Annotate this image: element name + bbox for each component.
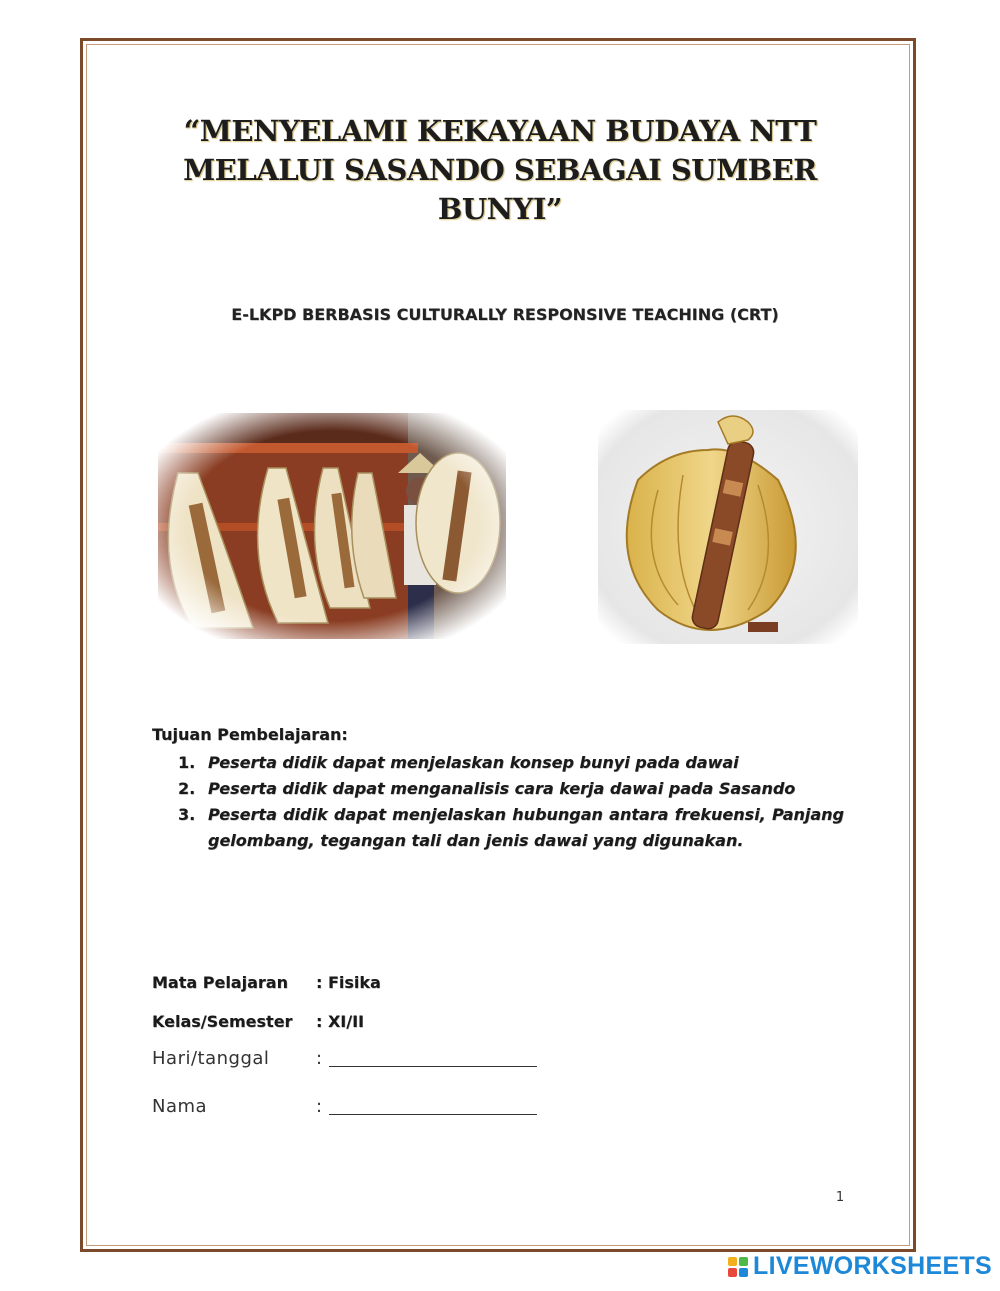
objective-text: Peserta didik dapat menjelaskan hubungan antara frekuensi, Panjang gelombang, tegangan tali dan jenis dawai yang digunakan. bbox=[208, 805, 844, 850]
class-label: Kelas/Semester bbox=[152, 1012, 293, 1031]
document-subtitle: E-LKPD BERBASIS CULTURALLY RESPONSIVE TEACHING (CRT) bbox=[231, 305, 779, 324]
class-value: : XI/II bbox=[316, 1012, 365, 1031]
objective-number: 2. bbox=[178, 779, 196, 798]
objectives-list bbox=[178, 750, 844, 854]
liveworksheets-logo-icon bbox=[728, 1257, 748, 1277]
liveworksheets-brand[interactable] bbox=[728, 1252, 992, 1281]
name-colon: : bbox=[316, 1096, 323, 1117]
page-number: 1 bbox=[835, 1190, 845, 1205]
objective-item-3 bbox=[178, 802, 844, 854]
name-label: Nama bbox=[152, 1096, 208, 1117]
objective-number: 1. bbox=[178, 753, 196, 772]
subject-label: Mata Pelajaran bbox=[152, 973, 288, 992]
subject-row bbox=[152, 973, 381, 992]
objective-item-1 bbox=[178, 750, 844, 776]
sasando-display-photo bbox=[158, 413, 506, 639]
date-row bbox=[152, 1048, 537, 1069]
name-input-line[interactable] bbox=[329, 1096, 537, 1115]
sasando-instrument-photo bbox=[598, 410, 858, 644]
objective-text: Peserta didik dapat menjelaskan konsep bunyi pada dawai bbox=[208, 753, 739, 772]
title-line-1: “MENYELAMI KEKAYAAN BUDAYA NTT bbox=[183, 114, 817, 148]
brand-name: LIVEWORKSHEETS bbox=[753, 1252, 992, 1280]
objective-text: Peserta didik dapat menganalisis cara kerja dawai pada Sasando bbox=[208, 779, 796, 798]
title-line-3: BUNYI” bbox=[437, 192, 563, 226]
class-row bbox=[152, 1012, 364, 1031]
date-input-line[interactable] bbox=[329, 1048, 537, 1067]
subject-value: : Fisika bbox=[316, 973, 381, 992]
date-colon: : bbox=[316, 1048, 323, 1069]
title-line-2: MELALUI SASANDO SEBAGAI SUMBER bbox=[183, 153, 817, 187]
objective-item-2 bbox=[178, 776, 844, 802]
objectives-heading: Tujuan Pembelajaran: bbox=[152, 725, 348, 744]
objective-number: 3. bbox=[178, 805, 196, 824]
date-label: Hari/tanggal bbox=[152, 1048, 270, 1069]
document-title bbox=[140, 112, 860, 229]
name-row bbox=[152, 1096, 537, 1117]
